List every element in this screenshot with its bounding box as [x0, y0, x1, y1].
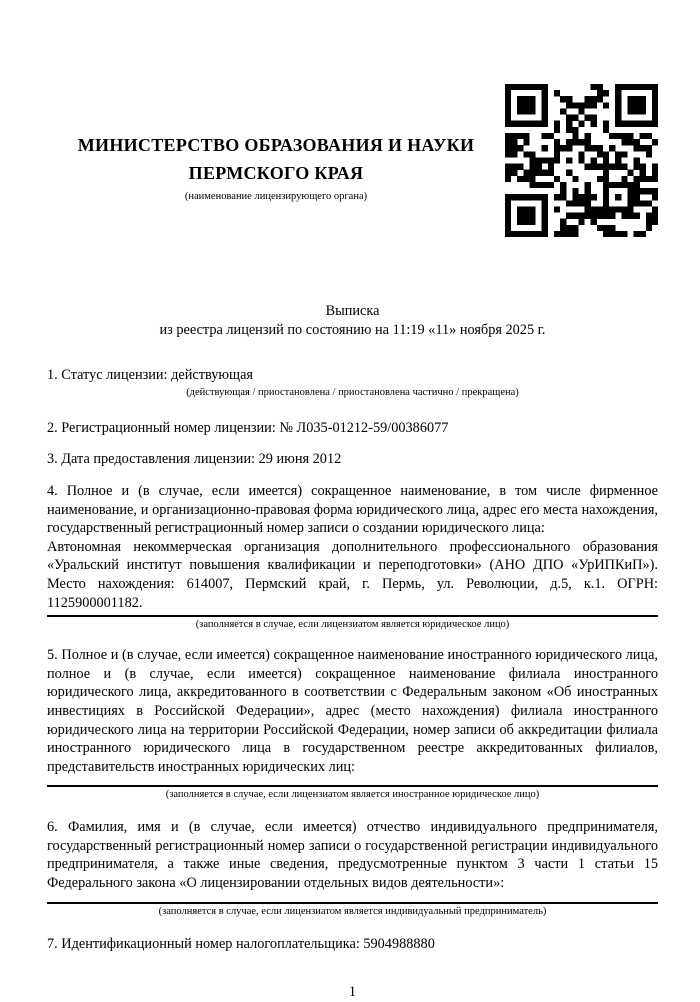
registration-number-item [47, 419, 658, 438]
document-header [47, 84, 658, 237]
legal-entity-item [47, 482, 658, 631]
licensing-authority-block [47, 84, 505, 203]
foreign-entity-item [47, 646, 658, 801]
document-title-line1: Выписка [325, 303, 380, 319]
foreign-entity-note: (заполняется в случае, если лицензиатом является иностранное юридическое лицо) [165, 789, 540, 801]
fill-in-line [47, 615, 658, 617]
individual-entrepreneur-note: (заполняется в случае, если лицензиатом является индивидуальный предприниматель) [158, 905, 547, 917]
individual-entrepreneur-item [47, 818, 658, 917]
license-date-item [47, 450, 658, 469]
document-title [47, 302, 658, 339]
individual-entrepreneur-label: 6. Фамилия, имя и (в случае, если имеется) отчество индивидуального предпринимателя, государственный регистрационный номер записи о государственной регистрации индивидуального предпринимателя, а также иные сведения, предусмотренные пунктом 3 части 1 статьи 15 Федерального закона «О лицензировании отдельных видов деятельности»: [47, 819, 658, 892]
page-number: 1 [348, 984, 357, 1001]
foreign-entity-label: 5. Полное и (в случае, если имеется) сокращенное наименование иностранного юридического лица, полное и (в случае, если имеется) сокращенное наименование филиала иностранного юридического лица, аккредитованного в соответствии с Федеральным законом «Об иностранных инвестициях в Российской Федерации», адрес (место нахождения) филиала иностранного юридического лица на территории Российской Федерации, номер записи об аккредитации филиала иностранного юридического лица в государственном реестре аккредитованных филиалов, представительств иностранных юридических лиц: [47, 647, 658, 775]
qr-code-icon [505, 84, 658, 237]
license-status-text: 1. Статус лицензии: действующая [47, 367, 253, 384]
licensing-authority-caption: (наименование лицензирующего органа) [184, 191, 368, 202]
license-status-options-note: (действующая / приостановлена / приостановлена частично / прекращена) [186, 386, 519, 398]
registration-number-text: 2. Регистрационный номер лицензии: № Л035-01212-59/00386077 [47, 419, 449, 436]
ministry-name [47, 131, 505, 187]
document-title-line2: из реестра лицензий по состоянию на 11:19 «11» ноября 2025 г. [159, 321, 546, 338]
ministry-name-line1: МИНИСТЕРСТВО ОБРАЗОВАНИЯ И НАУКИ [77, 135, 475, 155]
taxpayer-id-item [47, 935, 658, 954]
legal-entity-label: 4. Полное и (в случае, если имеется) сокращенное наименование, в том числе фирменное наименование, и организационно-правовая форма юридического лица, адрес его места нахождения, государственный регистрационный номер записи о создании юридического лица: [47, 482, 658, 537]
ministry-name-line2: ПЕРМСКОГО КРАЯ [188, 163, 364, 183]
legal-entity-note: (заполняется в случае, если лицензиатом является юридическое лицо) [195, 619, 510, 631]
fill-in-line [47, 785, 658, 787]
license-date-text: 3. Дата предоставления лицензии: 29 июня 2012 [47, 451, 342, 468]
legal-entity-value: Автономная некоммерческая организация дополнительного профессионального образования «Уральский институт повышения квалификации и переподготовки» (АНО ДПО «УрИПКиП»). Место нахождения: 614007, Пермский край, г. Пермь, ул. Революции, д.5, к.1. ОГРН: 1125900001182. [47, 538, 658, 611]
license-status-item [47, 366, 658, 399]
fill-in-line [47, 902, 658, 904]
taxpayer-id-text: 7. Идентификационный номер налогоплательщика: 5904988880 [47, 935, 435, 952]
